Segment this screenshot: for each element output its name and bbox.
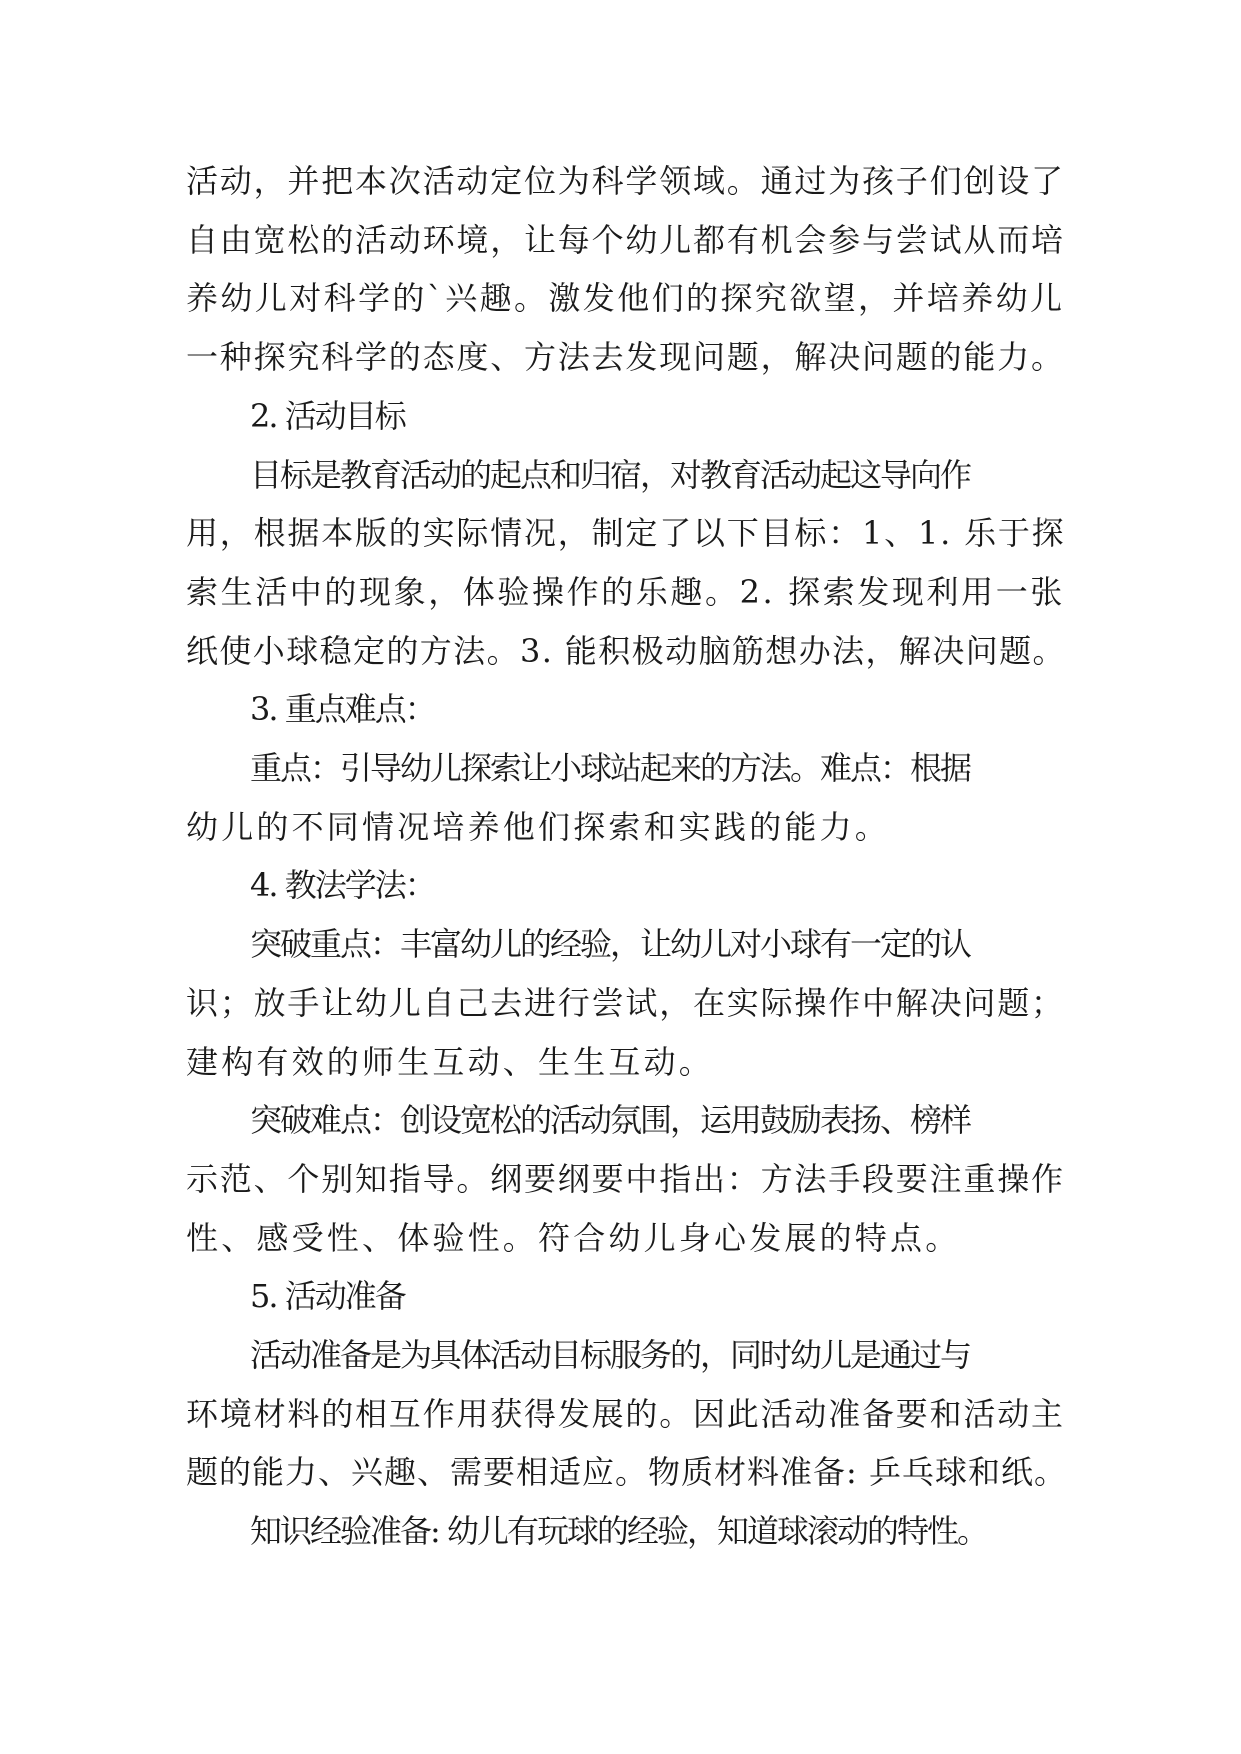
text-line: 突破难点：创设宽松的活动氛围，运用鼓励表扬、榜样 (250, 1101, 971, 1140)
paragraph-breakthrough-difficulty (186, 1091, 1066, 1267)
paragraph-preparation (186, 1326, 1066, 1502)
text-line: 示范、个别知指导。纲要纲要中指出：方法手段要注重操作 (186, 1159, 1065, 1198)
section-heading-2 (186, 387, 1066, 446)
text-line: 重点：引导幼儿探索让小球站起来的方法。难点：根据 (250, 749, 971, 788)
text-line: 知识经验准备: 幼儿有玩球的经验，知道球滚动的特性。 (250, 1512, 987, 1551)
paragraph-intro-continued (186, 152, 1066, 387)
paragraph-goals (186, 446, 1066, 681)
paragraph-breakthrough-key (186, 915, 1066, 1091)
text-line: 活动准备是为具体活动目标服务的，同时幼儿是通过与 (250, 1336, 971, 1375)
heading-text: 5. 活动准备 (250, 1277, 405, 1316)
heading-text: 4. 教法学法： (250, 866, 435, 905)
document-body (186, 152, 1066, 1561)
text-line: 环境材料的相互作用获得发展的。因此活动准备要和活动主 (186, 1394, 1065, 1433)
text-line: 识；放手让幼儿自己去进行尝试，在实际操作中解决问题； (186, 983, 1065, 1022)
text-line: 用，根据本版的实际情况，制定了以下目标：1、1. 乐于探 (186, 514, 1066, 553)
heading-text: 2. 活动目标 (250, 396, 405, 435)
text-line: 养幼儿对科学的`兴趣。激发他们的探究欲望，并培养幼儿 (186, 279, 1065, 318)
paragraph-knowledge-preparation (186, 1502, 1066, 1561)
text-line: 活动，并把本次活动定位为科学领域。通过为孩子们创设了 (186, 162, 1065, 200)
text-line: 性、感受性、体验性。符合幼儿身心发展的特点。 (186, 1218, 961, 1257)
text-line: 纸使小球稳定的方法。3. 能积极动脑筋想办法，解决问题。 (186, 631, 1066, 670)
heading-text: 3. 重点难点： (250, 690, 435, 729)
text-line: 建构有效的师生互动、生生互动。 (186, 1042, 715, 1081)
text-line: 索生活中的现象，体验操作的乐趣。2. 探索发现利用一张 (186, 572, 1065, 611)
text-line: 目标是教育活动的起点和归宿，对教育活动起这导向作 (250, 455, 971, 494)
paragraph-key-points (186, 739, 1066, 856)
text-line: 题的能力、兴趣、需要相适应。物质材料准备: 乒乓球和纸。 (186, 1453, 1067, 1492)
section-heading-4 (186, 856, 1066, 915)
section-heading-3 (186, 680, 1066, 739)
text-line: 突破重点：丰富幼儿的经验，让幼儿对小球有一定的认 (250, 925, 971, 964)
section-heading-5 (186, 1267, 1066, 1326)
text-line: 幼儿的不同情况培养他们探索和实践的能力。 (186, 807, 891, 846)
text-line: 自由宽松的活动环境，让每个幼儿都有机会参与尝试从而培 (186, 220, 1065, 259)
text-line: 一种探究科学的态度、方法去发现问题，解决问题的能力。 (186, 338, 1065, 377)
